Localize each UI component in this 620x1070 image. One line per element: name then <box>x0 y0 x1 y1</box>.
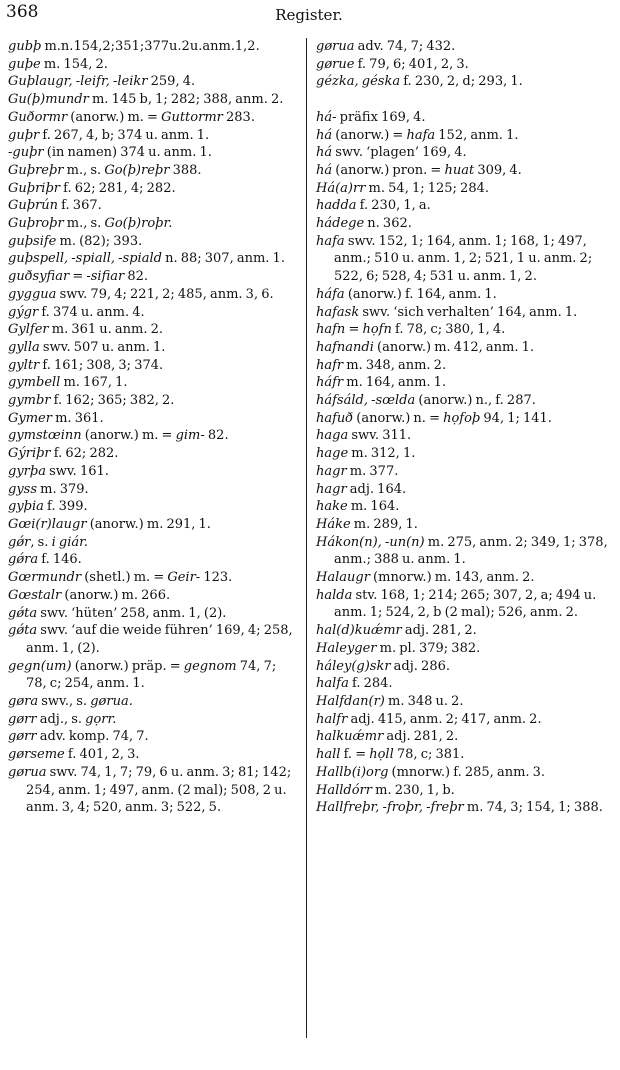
headword-text: gymbr <box>8 393 51 409</box>
headword-text: Guþriþr <box>8 180 60 196</box>
headword-text: gørseme <box>8 747 65 763</box>
index-entry <box>8 463 298 481</box>
headword-text: -guþr <box>8 145 44 161</box>
index-entry <box>316 357 612 375</box>
index-entry <box>316 374 612 392</box>
reference-text: f. 78, c; 380, 1, 4. <box>391 322 506 338</box>
index-entry <box>316 445 612 463</box>
index-entry <box>8 268 298 286</box>
headword-text: guþsife <box>8 233 57 249</box>
headword-text: háley(g)skr <box>316 658 391 674</box>
headword-text: gyrþa <box>8 463 46 479</box>
reference-text: präfix 169, 4. <box>336 109 426 125</box>
index-entry <box>8 693 298 711</box>
index-entry <box>8 605 298 623</box>
index-entry <box>8 250 298 268</box>
index-entry <box>316 658 612 676</box>
reference-text: m. 145 b, 1; 282; 388, anm. 2. <box>88 92 284 108</box>
headword-text: halfa <box>316 676 349 692</box>
headword-text: gǿra <box>8 552 39 568</box>
reference-text: (mnorw.) f. 285, anm. 3. <box>388 764 546 780</box>
reference-text: (anorw.) n. = <box>353 410 444 426</box>
headword-text: Go(þ)roþr. <box>104 216 173 232</box>
headword-text: Gœrmundr <box>8 570 82 586</box>
index-entry <box>8 728 298 746</box>
index-entry <box>316 782 612 800</box>
index-entry <box>316 746 612 764</box>
headword-text: Hallb(i)org <box>316 764 389 780</box>
index-entry <box>8 746 298 764</box>
reference-text: adj. 281, 2. <box>383 729 459 745</box>
reference-text: m. 275, anm. 2; 349, 1; 378, anm.; 388 u. anm. 1. <box>334 534 608 568</box>
headword-text: Guþreþr <box>8 162 64 178</box>
headword-text: há <box>316 162 333 178</box>
index-entry <box>316 215 612 233</box>
headword-text: gegn(um) <box>8 658 72 674</box>
reference-text: 82. <box>204 428 229 444</box>
reference-text: m., s. <box>63 216 105 232</box>
index-entry <box>316 339 612 357</box>
reference-text: 283. <box>222 109 255 125</box>
headword-text: Halldórr <box>316 782 372 798</box>
headword-text: Hákon(n), -un(n) <box>316 534 425 550</box>
column-divider <box>306 38 307 1038</box>
headword-text: guþe <box>8 56 41 72</box>
reference-text: adv. komp. 74, 7. <box>36 729 149 745</box>
reference-text: m. 164. <box>347 499 400 515</box>
reference-text: f. 230, 1, a. <box>356 198 431 214</box>
headword-text: Háke <box>316 516 351 532</box>
reference-text: (anorw.) m. = <box>81 428 176 444</box>
reference-text: m., s. <box>63 162 105 178</box>
index-column-right <box>316 38 612 817</box>
index-entry <box>8 144 298 162</box>
index-entry <box>8 56 298 74</box>
index-entry <box>316 534 612 569</box>
headword-text: gylla <box>8 339 40 355</box>
index-entry <box>316 197 612 215</box>
index-entry <box>316 728 612 746</box>
headword-text: Geir- <box>167 570 201 586</box>
index-entry <box>8 498 298 516</box>
index-entry <box>316 321 612 339</box>
headword-text: Gœi(r)laugr <box>8 516 87 532</box>
headword-text: hafn <box>316 322 346 338</box>
reference-text: (anorw.) präp. = <box>71 658 184 674</box>
headword-text: háfa <box>316 286 345 302</box>
reference-text: f. 62; 281, 4; 282. <box>60 180 176 196</box>
index-entry <box>8 569 298 587</box>
reference-text: m. 348, anm. 2. <box>343 357 447 373</box>
index-entry <box>316 144 612 162</box>
headword-text: guðsyfiar <box>8 269 70 285</box>
reference-text: m. 167, 1. <box>60 375 128 391</box>
index-entry <box>8 233 298 251</box>
headword-text: Guðormr <box>8 109 68 125</box>
headword-text: -sifiar <box>86 269 125 285</box>
index-entry <box>8 38 298 56</box>
headword-text: halda <box>316 587 353 603</box>
index-entry <box>8 304 298 322</box>
reference-text: m. pl. 379; 382. <box>376 640 481 656</box>
index-entry <box>8 551 298 569</box>
page-header <box>6 2 612 32</box>
index-entry <box>8 374 298 392</box>
reference-text: m. 348 u. 2. <box>384 694 464 709</box>
index-entry <box>316 410 612 428</box>
headword-text: gọrr. <box>85 711 117 727</box>
index-entry <box>316 675 612 693</box>
index-entry <box>316 38 612 56</box>
headword-text: Guttormr <box>161 109 223 125</box>
index-entry <box>8 109 298 127</box>
index-column-left <box>8 38 298 817</box>
reference-text: 388. <box>169 162 202 178</box>
index-entry <box>316 516 612 534</box>
index-entry <box>8 91 298 109</box>
index-entry <box>8 180 298 198</box>
page-number: 368 <box>6 2 39 22</box>
reference-text: = <box>345 322 363 338</box>
headword-text: gørua <box>316 39 355 54</box>
headword-text: há <box>316 145 333 161</box>
reference-text: 123. <box>200 570 233 586</box>
headword-text: gyggua <box>8 286 57 302</box>
headword-text: Guþlaugr, -leifr, -leikr <box>8 74 148 90</box>
reference-text: m. 154, 2. <box>40 56 108 72</box>
headword-text: háfr <box>316 375 344 391</box>
index-entry <box>316 569 612 587</box>
index-entry <box>8 162 298 180</box>
reference-text: f. 79, 6; 401, 2, 3. <box>354 56 469 72</box>
headword-text: hagr <box>316 481 347 497</box>
reference-text: adv. 74, 7; 432. <box>354 39 456 54</box>
headword-text: gim- <box>175 428 205 444</box>
index-entry <box>316 127 612 145</box>
index-entry <box>8 587 298 605</box>
index-entry <box>316 180 612 198</box>
index-entry <box>316 693 612 711</box>
index-entry <box>316 162 612 180</box>
reference-text: f. 230, 2, d; 293, 1. <box>400 74 523 90</box>
headword-text: Guþrún <box>8 198 59 214</box>
headword-text: Gu(þ)mundr <box>8 92 89 108</box>
headword-text: gørr <box>8 729 37 745</box>
headword-text: hage <box>316 446 349 462</box>
index-entry <box>8 215 298 233</box>
headword-text: họfn <box>362 322 392 338</box>
reference-text: f. 367. <box>58 198 102 214</box>
reference-text: m. 312, 1. <box>348 446 416 462</box>
index-entry <box>316 498 612 516</box>
headword-text: guþspell, -spiall, -spiald <box>8 251 162 267</box>
reference-text: swv. 507 u. anm. 1. <box>39 339 166 355</box>
reference-text: m. 377. <box>346 463 399 479</box>
index-entry <box>8 357 298 375</box>
reference-text: 94, 1; 141. <box>480 410 552 426</box>
index-entry <box>8 392 298 410</box>
reference-text: f. 62; 282. <box>50 446 119 462</box>
index-entry <box>316 109 612 127</box>
headword-text: hagr <box>316 463 347 479</box>
headword-text: gymstœinn <box>8 428 82 444</box>
index-entry <box>316 640 612 658</box>
reference-text: (anorw.) m. = <box>67 109 162 125</box>
reference-text: f. 401, 2, 3. <box>64 747 140 763</box>
headword-text: Gœstalr <box>8 587 62 603</box>
headword-text: hal(d)kuǽmr <box>316 623 402 639</box>
index-entry <box>8 427 298 445</box>
index-entry <box>316 233 612 286</box>
headword-text: gegnom <box>183 658 237 674</box>
headword-text: Gymer <box>8 410 52 426</box>
headword-text: gýgr <box>8 304 39 320</box>
reference-text: n. 362. <box>364 216 412 232</box>
reference-text: 78, c; 381. <box>393 747 465 763</box>
reference-text: m. 230, 1, b. <box>371 782 455 798</box>
reference-text: adj. 415, anm. 2; 417, anm. 2. <box>347 711 542 727</box>
reference-text: m. 361. <box>51 410 104 426</box>
index-entry <box>316 463 612 481</box>
headword-text: háfsáld, -sœlda <box>316 393 416 409</box>
reference-text: adj. 286. <box>390 658 450 674</box>
reference-text: m. 74, 3; 154, 1; 388. <box>463 800 603 816</box>
index-entry <box>8 410 298 428</box>
index-entry <box>316 392 612 410</box>
index-entry <box>8 73 298 91</box>
index-entry <box>8 481 298 499</box>
index-entry <box>8 764 298 817</box>
headword-text: gyþia <box>8 499 44 515</box>
reference-text: , s. <box>30 534 52 550</box>
reference-text: m. 54, 1; 125; 284. <box>365 180 490 196</box>
index-entry <box>316 56 612 74</box>
reference-text: swv. ‘sich verhalten’ 164, anm. 1. <box>359 304 578 320</box>
headword-text: i giár. <box>51 534 89 550</box>
headword-text: Gýriþr <box>8 446 51 462</box>
headword-text: gǿta <box>8 605 38 621</box>
reference-text: f. 267, 4, b; 374 u. anm. 1. <box>39 127 210 143</box>
reference-text: m. 289, 1. <box>350 516 418 532</box>
reference-text: swv. ‘plagen’ 169, 4. <box>332 145 467 161</box>
reference-text: (anorw.) m. 412, anm. 1. <box>373 339 534 355</box>
headword-text: gyss <box>8 481 38 497</box>
headword-text: hafnandi <box>316 339 374 355</box>
headword-text: hake <box>316 499 348 515</box>
headword-text: Há(a)rr <box>316 180 366 196</box>
reference-text: (in namen) 374 u. anm. 1. <box>43 145 212 161</box>
reference-text: m. 164, anm. 1. <box>343 375 447 391</box>
headword-text: hafuð <box>316 410 354 426</box>
reference-text: (anorw.) m. 291, 1. <box>86 516 211 532</box>
reference-text: swv., s. <box>38 694 91 710</box>
headword-text: Guþroþr <box>8 216 64 232</box>
index-entry <box>316 799 612 817</box>
index-entry <box>8 622 298 657</box>
headword-text: há <box>316 127 333 143</box>
index-entry <box>316 427 612 445</box>
reference-text: n. 88; 307, anm. 1. <box>161 251 285 267</box>
index-entry <box>8 711 298 729</box>
headword-text: hafr <box>316 357 344 373</box>
headword-text: gézka, géska <box>316 74 401 90</box>
reference-text: swv. 152, 1; 164, anm. 1; 168, 1; 497, anm.; 510 u. anm. 1, 2; 521, 1 u. anm. 2; 522, 6; 528, 4; 531 u. anm. 1, 2. <box>334 233 593 285</box>
reference-text: m.n.154,2;351;377u.2u.anm.1,2. <box>41 39 260 54</box>
reference-text: swv. 161. <box>45 463 109 479</box>
headword-text: hádege <box>316 216 365 232</box>
headword-text: hall <box>316 747 341 763</box>
headword-text: Haleyger <box>316 640 377 656</box>
headword-text: gyltr <box>8 357 40 373</box>
headword-text: gørua <box>8 764 47 780</box>
index-entry <box>8 534 298 552</box>
reference-text: 82. <box>124 269 149 285</box>
reference-text: (mnorw.) m. 143, anm. 2. <box>369 570 535 586</box>
headword-text: gørr <box>8 711 37 727</box>
headword-text: Halfdan(r) <box>316 694 385 709</box>
reference-text: adj. 164. <box>346 481 407 497</box>
headword-text: Gylfer <box>8 322 49 338</box>
headword-text: há- <box>316 109 337 125</box>
reference-text: adj. 281, 2. <box>401 623 477 639</box>
headword-text: gǿta <box>8 623 38 639</box>
index-entry <box>316 481 612 499</box>
index-entry <box>8 321 298 339</box>
reference-text: 74, 7; 78, c; 254, anm. 1. <box>26 658 277 692</box>
headword-text: Hallfreþr, -froþr, -freþr <box>316 800 464 816</box>
reference-text: f. = <box>340 747 370 763</box>
headword-text: guþr <box>8 127 40 143</box>
headword-text: Halaugr <box>316 570 370 586</box>
reference-text: (anorw.) = <box>332 127 407 143</box>
headword-text: gørua. <box>90 694 133 710</box>
reference-text: 259, 4. <box>147 74 196 90</box>
headword-text: gøra <box>8 694 39 710</box>
headword-text: hadda <box>316 198 357 214</box>
index-entry <box>8 197 298 215</box>
reference-text: 152, anm. 1. <box>435 127 519 143</box>
reference-text: f. 161; 308, 3; 374. <box>39 357 164 373</box>
reference-text: (anorw.) n., f. 287. <box>415 393 536 409</box>
headword-text: hafa <box>316 233 345 249</box>
reference-text: swv. 311. <box>348 428 412 444</box>
headword-text: gǿr <box>8 534 31 550</box>
index-entry <box>8 516 298 534</box>
index-entry <box>316 304 612 322</box>
reference-text: stv. 168, 1; 214; 265; 307, 2, a; 494 u. anm. 1; 524, 2, b (2 mal); 526, anm. 2. <box>334 587 597 621</box>
reference-text: swv. 74, 1, 7; 79, 6 u. anm. 3; 81; 142; 254, anm. 1; 497, anm. (2 mal); 508, 2 u. anm. 3, 4; 520, anm. 3; 522, 5. <box>26 764 292 816</box>
reference-text: (anorw.) pron. = <box>332 162 445 178</box>
index-entry <box>8 339 298 357</box>
reference-text: m. 379. <box>37 481 89 497</box>
reference-text: f. 374 u. anm. 4. <box>38 304 145 320</box>
reference-text: 309, 4. <box>474 162 522 178</box>
headword-text: hafask <box>316 304 360 320</box>
headword-text: gymbell <box>8 375 61 391</box>
reference-text: (anorw.) m. 266. <box>61 587 171 603</box>
index-entry <box>8 127 298 145</box>
reference-text: adj., s. <box>36 711 86 727</box>
headword-text: họll <box>369 747 394 763</box>
reference-text: f. 146. <box>38 552 82 568</box>
page-title: Register. <box>275 6 343 24</box>
section-gap <box>316 91 612 109</box>
headword-text: hafa <box>406 127 436 143</box>
reference-text: swv. ‘hüten’ 258, anm. 1, (2). <box>37 605 227 621</box>
index-entry <box>8 445 298 463</box>
index-entry <box>316 587 612 622</box>
index-entry <box>316 711 612 729</box>
headword-text: Go(þ)reþr <box>104 162 170 178</box>
reference-text: = <box>69 269 87 285</box>
index-entry <box>316 622 612 640</box>
reference-text: f. 284. <box>348 676 393 692</box>
headword-text: halfr <box>316 711 348 727</box>
reference-text: swv. ‘auf die weide führen’ 169, 4; 258, anm. 1, (2). <box>26 623 293 656</box>
reference-text: m. (82); 393. <box>56 233 143 249</box>
reference-text: swv. 79, 4; 221, 2; 485, anm. 3, 6. <box>56 286 274 302</box>
reference-text: m. 361 u. anm. 2. <box>48 322 164 338</box>
reference-text: f. 399. <box>43 499 88 515</box>
index-entry <box>8 286 298 304</box>
headword-text: haga <box>316 428 349 444</box>
index-entry <box>316 286 612 304</box>
headword-text: huat <box>444 162 475 178</box>
headword-text: halkuǽmr <box>316 729 384 745</box>
headword-text: gørue <box>316 56 355 72</box>
index-entry <box>316 73 612 91</box>
headword-text: gubþ <box>8 39 42 54</box>
reference-text: (anorw.) f. 164, anm. 1. <box>344 286 497 302</box>
index-entry <box>8 658 298 693</box>
reference-text: (shetl.) m. = <box>81 570 168 586</box>
index-entry <box>316 764 612 782</box>
reference-text: f. 162; 365; 382, 2. <box>50 393 175 409</box>
headword-text: họfoþ <box>443 410 481 426</box>
